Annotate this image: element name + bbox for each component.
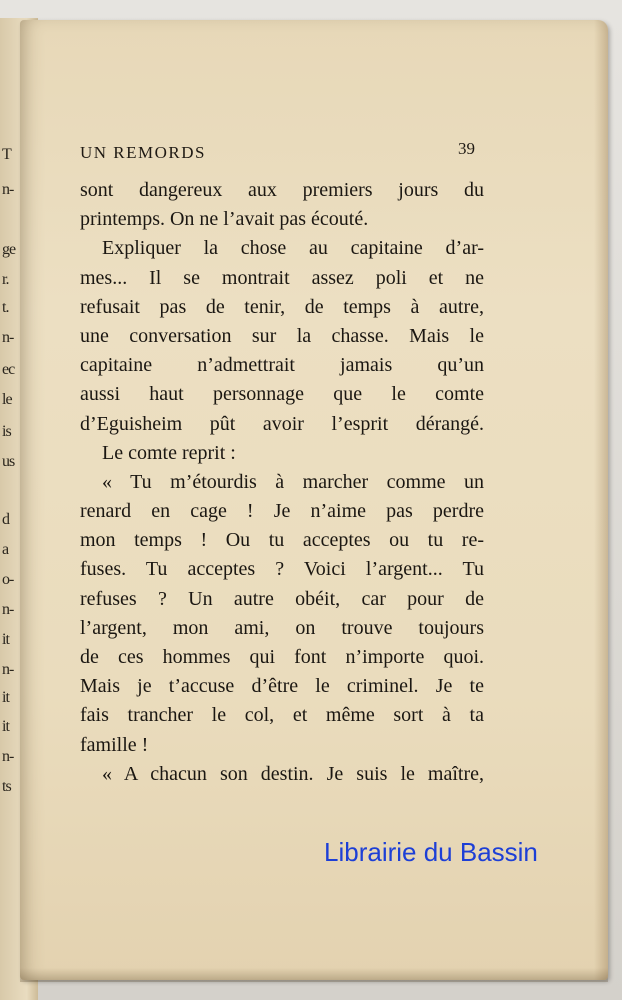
edge-fragment: ge: [2, 241, 16, 258]
edge-fragment: ec: [2, 361, 15, 378]
page-body-text: [80, 176, 484, 789]
edge-fragment: n-: [2, 748, 14, 765]
page-bottom-shadow: [20, 968, 608, 982]
edge-fragment: le: [2, 391, 12, 408]
page-edge-shading: [594, 20, 608, 980]
text-line: une conversation sur la chasse. Mais le: [80, 324, 484, 347]
edge-fragment: o-: [2, 571, 14, 588]
edge-fragment: it: [2, 631, 9, 648]
text-line: printemps. On ne l’avait pas écouté.: [80, 208, 369, 231]
edge-fragment: n-: [2, 601, 14, 618]
edge-fragment: a: [2, 541, 9, 558]
edge-fragment: n-: [2, 661, 14, 678]
text-line: « Tu m’étourdis à marcher comme un: [102, 470, 484, 493]
edge-fragment: n-: [2, 181, 14, 198]
edge-fragment: t.: [2, 299, 9, 316]
text-line: famille !: [80, 733, 149, 756]
text-line: l’argent, mon ami, on trouve toujours: [80, 616, 484, 639]
edge-fragment: us: [2, 453, 15, 470]
text-line: d’Eguisheim pût avoir l’esprit dérangé.: [80, 412, 484, 435]
text-line: Le comte reprit :: [102, 441, 236, 464]
page-header: [80, 139, 475, 169]
text-line: « A chacun son destin. Je suis le maître,: [102, 762, 484, 785]
edge-fragment: d: [2, 511, 9, 528]
text-line: sont dangereux aux premiers jours du: [80, 179, 484, 201]
text-line: renard en cage ! Je n’aime pas perdre: [80, 500, 484, 523]
edge-fragment: r.: [2, 271, 9, 288]
text-line: capitaine n’admettrait jamais qu’un: [80, 354, 484, 377]
text-line: refuses ? Un autre obéit, car pour de: [80, 587, 484, 610]
edge-fragment: it: [2, 689, 9, 706]
running-title: UN REMORDS: [80, 143, 206, 162]
page-number: 39: [458, 139, 475, 158]
edge-fragment: ts: [2, 778, 11, 795]
text-line: fais trancher le col, et même sort à ta: [80, 704, 484, 727]
text-line: Expliquer la chose au capitaine d’ar-: [102, 237, 484, 260]
edge-fragment: T: [2, 146, 11, 163]
edge-fragment: n-: [2, 329, 14, 346]
seller-watermark: Librairie du Bassin: [324, 837, 538, 867]
text-line: fuses. Tu acceptes ? Voici l’argent... Tu: [80, 558, 484, 581]
edge-fragment: is: [2, 423, 11, 440]
text-line: aussi haut personnage que le comte: [80, 383, 484, 406]
text-line: Mais je t’accuse d’être le criminel. Je te: [80, 675, 484, 698]
text-line: de ces hommes qui font n’importe quoi.: [80, 646, 484, 668]
edge-fragment: it: [2, 718, 9, 735]
text-line: mon temps ! Ou tu acceptes ou tu re-: [80, 529, 484, 552]
text-line: mes... Il se montrait assez poli et ne: [80, 266, 484, 289]
text-line: refusait pas de tenir, de temps à autre,: [80, 295, 484, 318]
